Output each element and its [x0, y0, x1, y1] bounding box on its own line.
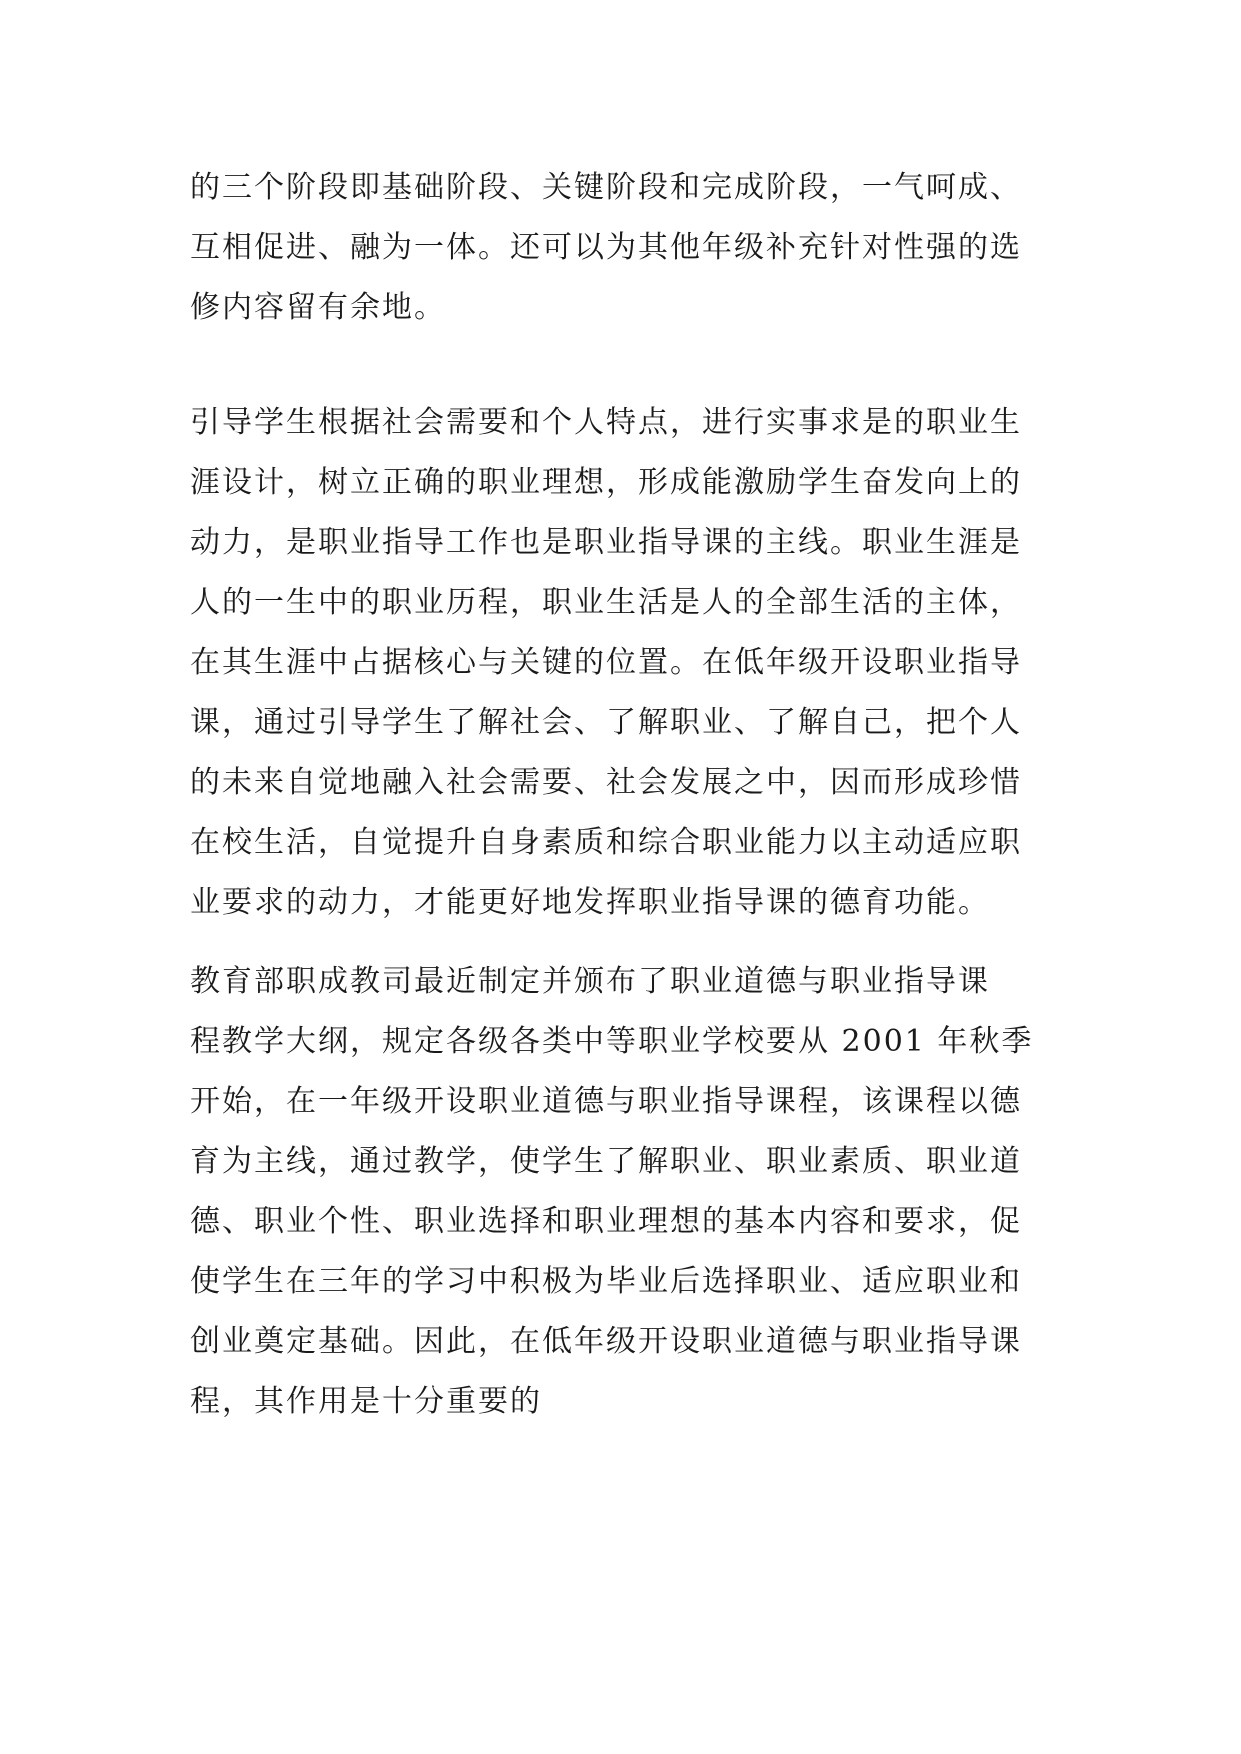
paragraph: [190, 393, 1070, 933]
text-line: 开始，在一年级开设职业道德与职业指导课程，该课程以德: [190, 1084, 1022, 1119]
text-line: 育为主线，通过教学，使学生了解职业、职业素质、职业道: [190, 1144, 1022, 1179]
text-line: 教育部职成教司最近制定并颁布了职业道德与职业指导课: [190, 964, 990, 999]
text-line: 在其生涯中占据核心与关键的位置。在低年级开设职业指导: [190, 645, 1022, 680]
paragraph: [190, 158, 1070, 338]
text-line: 互相促进、融为一体。还可以为其他年级补充针对性强的选: [190, 230, 1022, 265]
text-line: 程，其作用是十分重要的: [190, 1384, 542, 1419]
text-line: 引导学生根据社会需要和个人特点，进行实事求是的职业生: [190, 405, 1022, 440]
text-line: 人的一生中的职业历程，职业生活是人的全部生活的主体，: [190, 585, 1022, 620]
text-line: 程教学大纲，规定各级各类中等职业学校要从 2001 年秋季: [190, 1024, 1034, 1059]
text-line: 使学生在三年的学习中积极为毕业后选择职业、适应职业和: [190, 1264, 1022, 1299]
text-line: 德、职业个性、职业选择和职业理想的基本内容和要求，促: [190, 1204, 1022, 1239]
text-line: 的未来自觉地融入社会需要、社会发展之中，因而形成珍惜: [190, 765, 1022, 800]
text-line: 业要求的动力，才能更好地发挥职业指导课的德育功能。: [190, 885, 990, 920]
text-line: 课，通过引导学生了解社会、了解职业、了解自己，把个人: [190, 705, 1022, 740]
text-line: 在校生活，自觉提升自身素质和综合职业能力以主动适应职: [190, 825, 1022, 860]
text-line: 动力，是职业指导工作也是职业指导课的主线。职业生涯是: [190, 525, 1022, 560]
text-line: 修内容留有余地。: [190, 290, 446, 325]
text-line: 涯设计，树立正确的职业理想，形成能激励学生奋发向上的: [190, 465, 1022, 500]
text-line: 的三个阶段即基础阶段、关键阶段和完成阶段，一气呵成、: [190, 170, 1022, 205]
paragraph: [190, 952, 1070, 1432]
text-line: 创业奠定基础。因此，在低年级开设职业道德与职业指导课: [190, 1324, 1022, 1359]
